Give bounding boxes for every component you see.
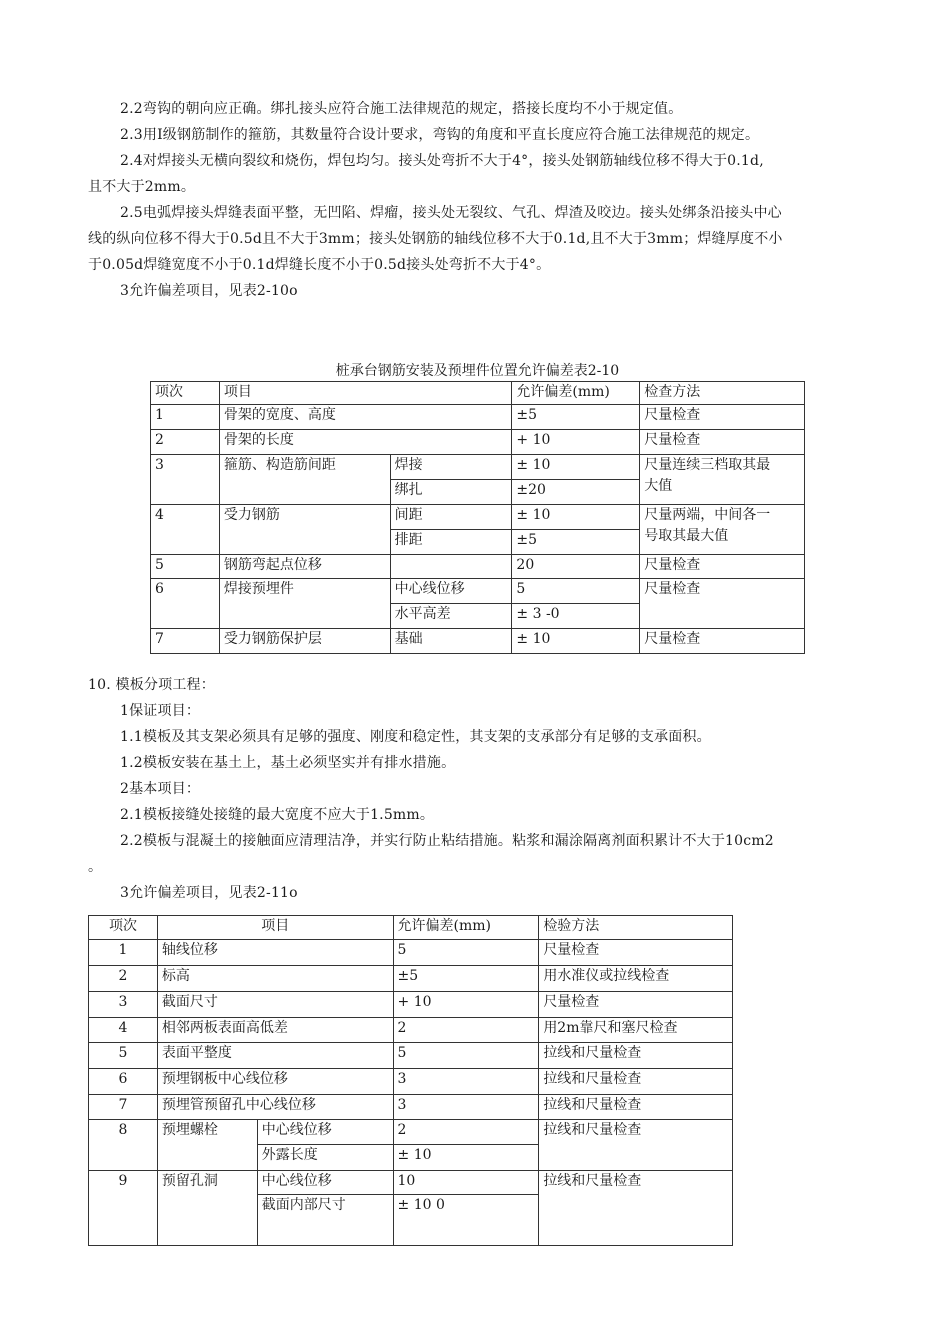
table-row <box>89 1120 733 1145</box>
header-cell: 检查方法 <box>640 382 805 405</box>
cell: 8 <box>89 1120 158 1171</box>
cell: 焊接预埋件 <box>219 579 390 629</box>
cell: 3 <box>393 1069 539 1095</box>
cell: 尺量检查 <box>640 555 805 579</box>
intro-line: 2.3用Ⅰ级钢筋制作的箍筋，其数量符合设计要求，弯钩的角度和平直长度应符合施工法律规范的规定。 <box>120 127 760 143</box>
cell: 拉线和尺量检查 <box>539 1095 733 1120</box>
cell: 标高 <box>157 966 393 992</box>
table-row <box>151 579 805 604</box>
cell: 4 <box>151 505 220 555</box>
table-row <box>151 430 805 455</box>
table-2-11 <box>88 915 733 1246</box>
intro-line: 且不大于2mm。 <box>88 179 196 195</box>
cell: 用2m靠尺和塞尺检查 <box>539 1018 733 1043</box>
table-row <box>151 555 805 579</box>
header-cell: 项次 <box>151 382 220 405</box>
intro-line: 线的纵向位移不得大于0.5d且不大于3mm；接头处钢筋的轴线位移不大于0.1d,且不大于3mm；焊缝厚度不小 <box>88 231 783 247</box>
cell-line: 大值 <box>644 478 673 494</box>
cell: 轴线位移 <box>157 940 393 966</box>
cell: 水平高差 <box>390 604 512 629</box>
header-cell: 检验方法 <box>539 916 733 940</box>
cell: 截面内部尺寸 <box>257 1195 393 1246</box>
cell: + 10 <box>393 992 539 1018</box>
cell: 骨架的宽度、高度 <box>219 405 512 430</box>
section-line: 1.1模板及其支架必须具有足够的强度、刚度和稳定性，其支架的支承部分有足够的支承面积。 <box>120 729 711 745</box>
cell <box>640 455 805 505</box>
cell: 6 <box>89 1069 158 1095</box>
cell: 5 <box>151 555 220 579</box>
intro-line: 2.4对焊接头无横向裂纹和烧伤，焊包均匀。接头处弯折不大于4°，接头处钢筋轴线位移不得大于0.1d, <box>120 153 764 169</box>
section-line: 。 <box>88 859 103 875</box>
table-row <box>89 992 733 1018</box>
cell: ± 10 <box>512 455 640 480</box>
cell: 中心线位移 <box>257 1171 393 1195</box>
header-cell: 项次 <box>89 916 158 940</box>
cell: 7 <box>89 1095 158 1120</box>
cell: + 10 <box>512 430 640 455</box>
table-row <box>151 629 805 654</box>
cell: 截面尺寸 <box>157 992 393 1018</box>
table-2-10 <box>150 381 805 654</box>
cell: 焊接 <box>390 455 512 480</box>
cell: 4 <box>89 1018 158 1043</box>
cell: 5 <box>393 940 539 966</box>
cell: 尺量检查 <box>640 579 805 629</box>
cell: 7 <box>151 629 220 654</box>
cell: 1 <box>151 405 220 430</box>
table-header-row <box>151 382 805 405</box>
cell: 2 <box>393 1120 539 1145</box>
cell: ± 10 <box>512 505 640 530</box>
intro-line: 2.5电弧焊接头焊缝表面平整，无凹陷、焊瘤，接头处无裂纹、气孔、焊渣及咬边。接头处绑条沿接头中心 <box>120 205 782 221</box>
intro-line: 2.2弯钩的朝向应正确。绑扎接头应符合施工法律规范的规定，搭接长度均不小于规定值。 <box>120 101 683 117</box>
table-row <box>89 1018 733 1043</box>
cell: 表面平整度 <box>157 1043 393 1069</box>
cell: 排距 <box>390 530 512 555</box>
section-line: 1.2模板安装在基土上，基土必须坚实并有排水措施。 <box>120 755 456 771</box>
cell: 绑扎 <box>390 480 512 505</box>
header-cell: 允许偏差(mm) <box>393 916 539 940</box>
cell: 中心线位移 <box>390 579 512 604</box>
cell: 尺量检查 <box>640 405 805 430</box>
cell: 3 <box>89 992 158 1018</box>
cell: ±5 <box>512 530 640 555</box>
section-line: 2基本项目： <box>120 781 201 797</box>
cell: 尺量检查 <box>539 940 733 966</box>
cell: 尺量检查 <box>640 430 805 455</box>
header-cell: 允许偏差(mm) <box>512 382 640 405</box>
cell: 3 <box>151 455 220 505</box>
cell: 6 <box>151 579 220 629</box>
cell: 5 <box>393 1043 539 1069</box>
table-row <box>89 1069 733 1095</box>
cell: 箍筋、构造筋间距 <box>219 455 390 505</box>
intro-line: 于0.05d焊缝宽度不小于0.1d焊缝长度不小于0.5d接头处弯折不大于4°。 <box>88 257 551 273</box>
table-row <box>89 1043 733 1069</box>
cell: 2 <box>151 430 220 455</box>
cell: 10 <box>393 1171 539 1195</box>
table-row <box>89 966 733 992</box>
cell: ± 10 <box>393 1145 539 1171</box>
cell <box>390 555 512 579</box>
table-row <box>89 940 733 966</box>
section-line: 3允许偏差项目，见表2-11o <box>120 885 298 901</box>
cell: 拉线和尺量检查 <box>539 1069 733 1095</box>
cell <box>640 505 805 555</box>
cell: 预留孔洞 <box>157 1171 257 1246</box>
table-row <box>151 455 805 480</box>
cell: 中心线位移 <box>257 1120 393 1145</box>
section-line: 2.1模板接缝处接缝的最大宽度不应大于1.5mm。 <box>120 807 435 823</box>
table-row <box>89 1171 733 1195</box>
cell-line: 尺量连续三档取其最 <box>644 457 771 473</box>
section-heading: 10. 模板分项工程： <box>88 677 215 693</box>
header-cell: 项目 <box>157 916 393 940</box>
cell: ±5 <box>393 966 539 992</box>
cell: 受力钢筋保护层 <box>219 629 390 654</box>
cell: 外露长度 <box>257 1145 393 1171</box>
cell: 预埋管预留孔中心线位移 <box>157 1095 393 1120</box>
section-line: 2.2模板与混凝土的接触面应清理洁净，并实行防止粘结措施。粘浆和漏涂隔离剂面积累计不大于10cm2 <box>120 833 774 849</box>
cell: 5 <box>89 1043 158 1069</box>
section10-block <box>88 672 868 906</box>
cell: 3 <box>393 1095 539 1120</box>
cell: 拉线和尺量检查 <box>539 1120 733 1171</box>
cell: 相邻两板表面高低差 <box>157 1018 393 1043</box>
cell: 尺量检查 <box>640 629 805 654</box>
cell: 20 <box>512 555 640 579</box>
section-line: 1保证项目： <box>120 703 201 719</box>
cell: ± 3 -0 <box>512 604 640 629</box>
cell: 2 <box>89 966 158 992</box>
header-cell: 项目 <box>219 382 512 405</box>
table-header-row <box>89 916 733 940</box>
cell: 5 <box>512 579 640 604</box>
cell: 拉线和尺量检查 <box>539 1171 733 1246</box>
cell: 拉线和尺量检查 <box>539 1043 733 1069</box>
cell: 9 <box>89 1171 158 1246</box>
cell-line: 尺量两端，中间各一 <box>644 507 771 523</box>
intro-block <box>88 96 868 304</box>
table-row <box>89 1095 733 1120</box>
cell: ±20 <box>512 480 640 505</box>
cell: 1 <box>89 940 158 966</box>
cell: 预埋螺栓 <box>157 1120 257 1171</box>
cell-line: 号取其最大值 <box>644 528 729 544</box>
intro-line: 3允许偏差项目，见表2-10o <box>120 283 298 299</box>
cell: 受力钢筋 <box>219 505 390 555</box>
cell: 钢筋弯起点位移 <box>219 555 390 579</box>
cell: ± 10 <box>512 629 640 654</box>
cell: 预埋钢板中心线位移 <box>157 1069 393 1095</box>
cell: ±5 <box>512 405 640 430</box>
cell: 间距 <box>390 505 512 530</box>
cell: 2 <box>393 1018 539 1043</box>
table-row <box>151 405 805 430</box>
cell: 基础 <box>390 629 512 654</box>
table-row <box>151 505 805 530</box>
cell: ± 10 0 <box>393 1195 539 1246</box>
cell: 用水准仪或拉线检查 <box>539 966 733 992</box>
cell: 骨架的长度 <box>219 430 512 455</box>
table1-caption: 桩承台钢筋安装及预埋件位置允许偏差表2-10 <box>335 363 620 379</box>
cell: 尺量检查 <box>539 992 733 1018</box>
